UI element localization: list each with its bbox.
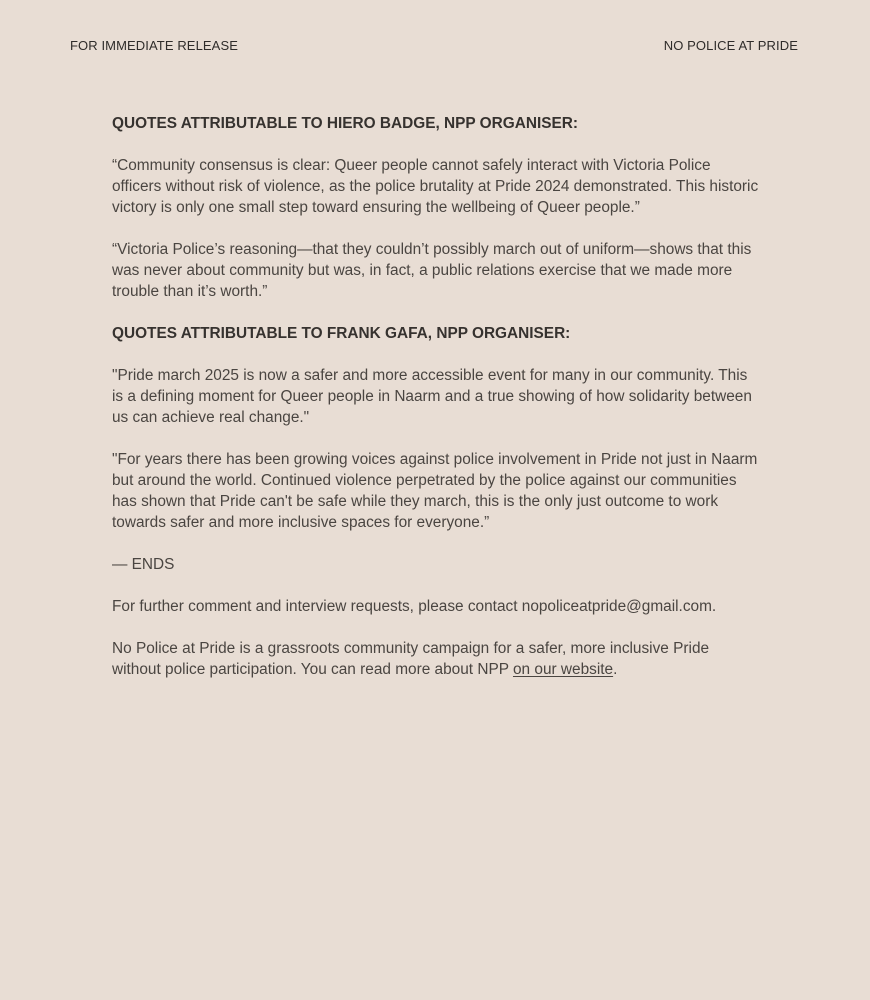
contact-paragraph: For further comment and interview requests, please contact nopoliceatpride@gmail.com. bbox=[112, 598, 717, 615]
page-header bbox=[70, 38, 798, 56]
release-label: FOR IMMEDIATE RELEASE bbox=[70, 38, 238, 53]
about-paragraph bbox=[112, 638, 762, 680]
quote-paragraph: "For years there has been growing voices against police involvement in Pride not just in Naarm but around the world. Continued violence perpetrated by the police against our communities has shown that Pride can't be safe while they march, this is the only just outcome to work towards safer and more inclusive spaces for everyone.” bbox=[112, 451, 758, 531]
about-text: No Police at Pride is a grassroots community campaign for a safer, more inclusive Pride without police participation. You can read more about NPP bbox=[112, 640, 710, 678]
quote-paragraph: “Victoria Police’s reasoning—that they couldn’t possibly march out of uniform—shows that this was never about community but was, in fact, a public relations exercise that we made more trouble than it’s worth.” bbox=[112, 241, 752, 300]
press-release-body bbox=[112, 113, 762, 701]
ends-marker: — ENDS bbox=[112, 556, 175, 573]
about-end: . bbox=[613, 661, 618, 678]
section-heading-hiero-badge: QUOTES ATTRIBUTABLE TO HIERO BADGE, NPP ORGANISER: bbox=[112, 115, 579, 132]
section-heading-frank-gafa: QUOTES ATTRIBUTABLE TO FRANK GAFA, NPP ORGANISER: bbox=[112, 325, 571, 342]
quote-paragraph: "Pride march 2025 is now a safer and more accessible event for many in our community. This is a defining moment for Queer people in Naarm and a true showing of how solidarity between us can achieve real change." bbox=[112, 367, 752, 426]
website-link[interactable]: on our website bbox=[512, 661, 614, 678]
quote-paragraph: “Community consensus is clear: Queer people cannot safely interact with Victoria Police officers without risk of violence, as the police brutality at Pride 2024 demonstrated. This historic victory is only one small step toward ensuring the wellbeing of Queer people.” bbox=[112, 157, 759, 216]
organisation-label: NO POLICE AT PRIDE bbox=[663, 38, 798, 53]
